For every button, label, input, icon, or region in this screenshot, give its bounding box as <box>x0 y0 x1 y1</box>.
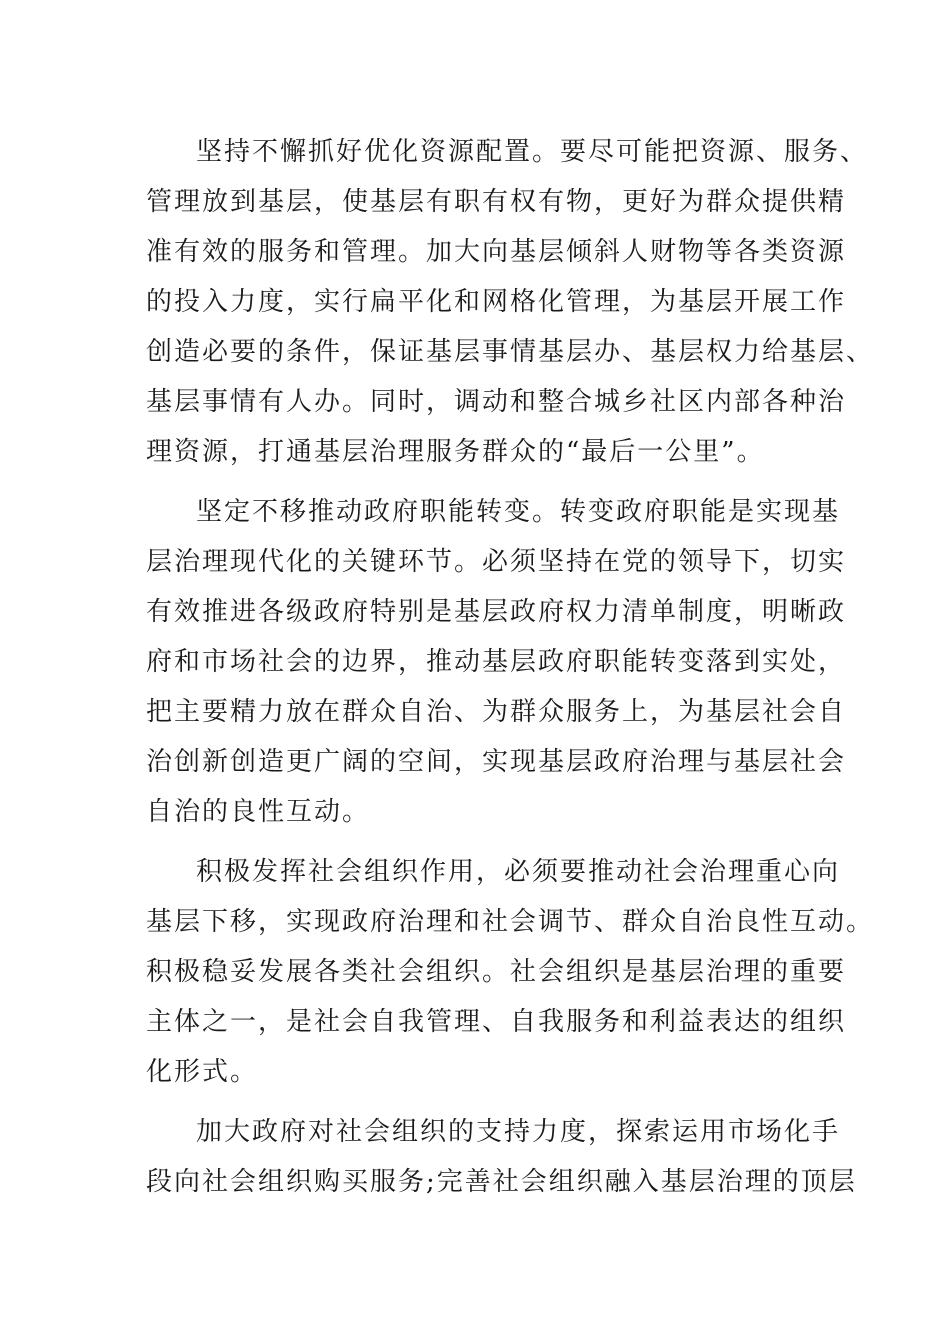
paragraph-4-line-1: 加大政府对社会组织的支持力度，探索运用市场化手 <box>196 1117 841 1147</box>
paragraph-3-line-5: 化形式。 <box>146 1057 259 1087</box>
paragraph-2-line-1: 坚定不移推动政府职能转变。转变政府职能是实现基 <box>196 497 841 527</box>
paragraph-2-line-5: 把主要精力放在群众自治、为群众服务上，为基层社会自 <box>146 697 847 727</box>
paragraph-2-line-2: 层治理现代化的关键环节。必须坚持在党的领导下，切实 <box>146 547 847 577</box>
paragraph-1-line-7: 理资源，打通基层治理服务群众的“最后一公里”。 <box>146 437 765 467</box>
paragraph-4-line-2: 段向社会组织购买服务;完善社会组织融入基层治理的顶层 <box>146 1167 857 1197</box>
paragraph-2-line-3: 有效推进各级政府特别是基层政府权力清单制度，明晰政 <box>146 597 847 627</box>
paragraph-1-line-2: 管理放到基层，使基层有职有权有物，更好为群众提供精 <box>146 187 847 217</box>
paragraph-2-line-4: 府和市场社会的边界，推动基层政府职能转变落到实处， <box>146 647 847 677</box>
paragraph-3-line-2: 基层下移，实现政府治理和社会调节、群众自治良性互动。 <box>146 907 875 937</box>
paragraph-3-line-3: 积极稳妥发展各类社会组织。社会组织是基层治理的重要 <box>146 957 847 987</box>
paragraph-3-line-1: 积极发挥社会组织作用，必须要推动社会治理重心向 <box>196 857 841 887</box>
paragraph-1-line-5: 创造必要的条件，保证基层事情基层办、基层权力给基层、 <box>146 337 875 367</box>
paragraph-3-line-4: 主体之一，是社会自我管理、自我服务和利益表达的组织 <box>146 1007 847 1037</box>
paragraph-1-line-3: 准有效的服务和管理。加大向基层倾斜人财物等各类资源 <box>146 237 847 267</box>
paragraph-2-line-6: 治创新创造更广阔的空间，实现基层政府治理与基层社会 <box>146 747 847 777</box>
paragraph-1-line-4: 的投入力度，实行扁平化和网格化管理，为基层开展工作 <box>146 287 847 317</box>
paragraph-2-line-7: 自治的良性互动。 <box>146 797 371 827</box>
paragraph-1-line-6: 基层事情有人办。同时，调动和整合城乡社区内部各种治 <box>146 387 847 417</box>
paragraph-1-line-1: 坚持不懈抓好优化资源配置。要尽可能把资源、服务、 <box>196 137 869 167</box>
